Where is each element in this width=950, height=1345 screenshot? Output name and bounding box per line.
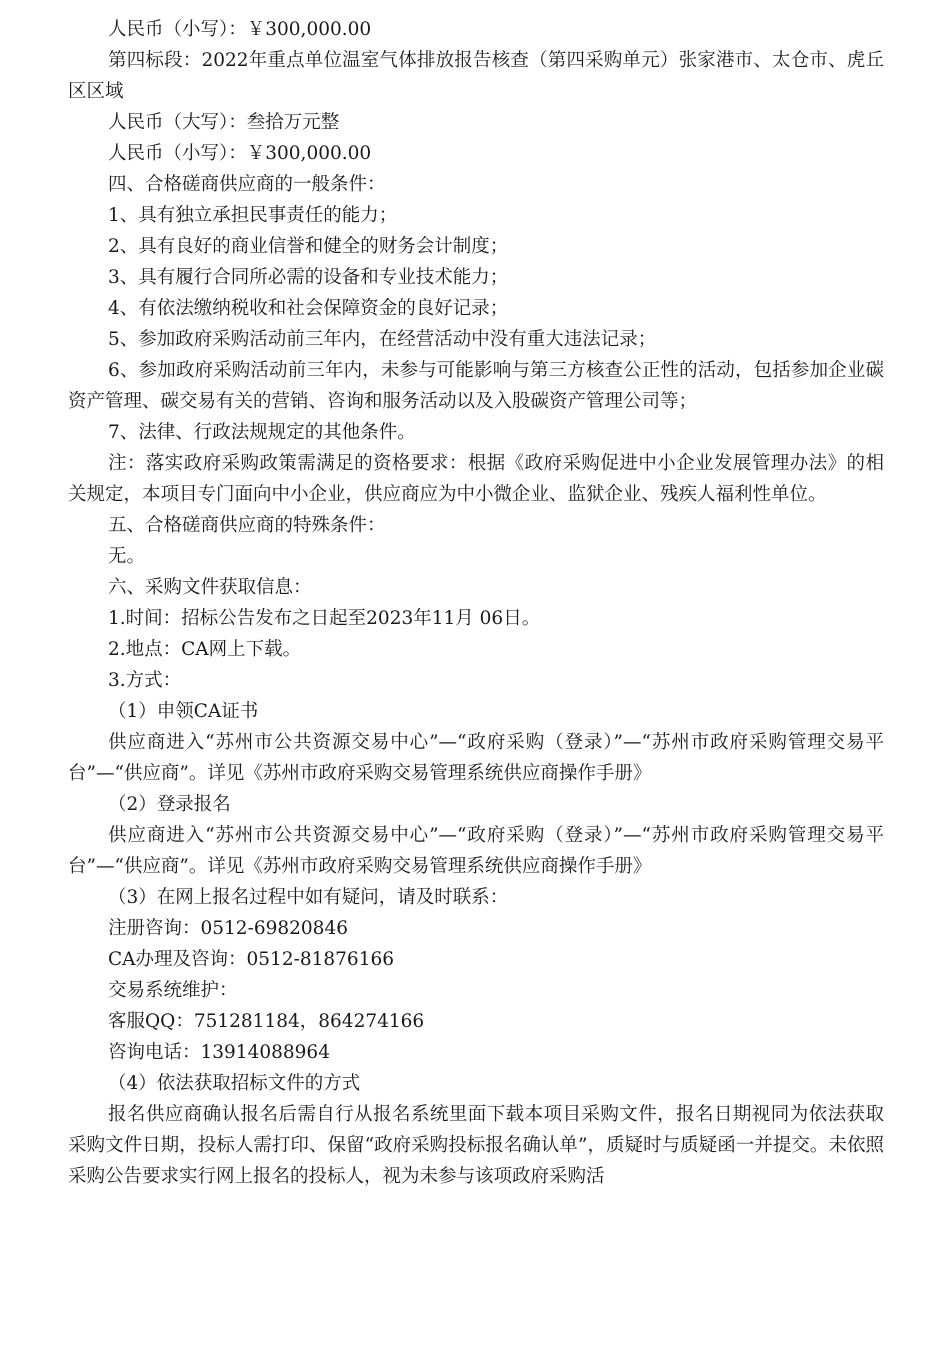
contact-qq: 客服QQ：751281184，864274166 (108, 1011, 425, 1032)
document-page (68, 14, 884, 1192)
section-heading-special-conditions: 五、合格磋商供应商的特殊条件： (108, 515, 386, 536)
amount-uppercase-line: 人民币（大写）：叁拾万元整 (108, 112, 340, 133)
condition-item: 1、具有独立承担民事责任的能力； (108, 205, 398, 226)
contact-system-maintenance: 交易系统维护： (108, 980, 238, 1001)
contact-phone: 咨询电话：13914088964 (108, 1042, 330, 1063)
contact-ca: CA办理及咨询：0512-81876166 (108, 949, 395, 970)
section-heading-document-acquisition: 六、采购文件获取信息： (108, 577, 312, 598)
method-step-heading: （3）在网上报名过程中如有疑问，请及时联系： (108, 887, 509, 908)
method-step-heading: （2）登录报名 (108, 794, 231, 815)
method-step-detail: 供应商进入“苏州市公共资源交易中心”—“政府采购（登录）”—“苏州市政府采购管理交易平台”—“供应商”。详见《苏州市政府采购交易管理系统供应商操作手册》 (68, 825, 884, 877)
method-step-detail: 报名供应商确认报名后需自行从报名系统里面下载本项目采购文件，报名日期视同为依法获取采购文件日期，投标人需打印、保留“政府采购投标报名确认单”，质疑时与质疑函一并提交。未依照采购公告要求实行网上报名的投标人，视为未参与该项政府采购活 (68, 1104, 884, 1187)
special-conditions-none: 无。 (108, 546, 146, 567)
method-step-heading: （4）依法获取招标文件的方式 (108, 1073, 361, 1094)
condition-item: 6、参加政府采购活动前三年内，未参与可能影响与第三方核查公正性的活动，包括参加企业碳资产管理、碳交易有关的营销、咨询和服务活动以及入股碳资产管理公司等； (68, 360, 884, 412)
condition-item: 3、具有履行合同所必需的设备和专业技术能力； (108, 267, 509, 288)
condition-item: 2、具有良好的商业信誉和健全的财务会计制度； (108, 236, 509, 257)
condition-item: 4、有依法缴纳税收和社会保障资金的良好记录； (108, 298, 509, 319)
policy-note: 注：落实政府采购政策需满足的资格要求：根据《政府采购促进中小企业发展管理办法》的相关规定，本项目专门面向中小企业，供应商应为中小微企业、监狱企业、残疾人福利性单位。 (68, 453, 884, 505)
section-4-lot-heading: 第四标段：2022年重点单位温室气体排放报告核查（第四采购单元）张家港市、太仓市、虎丘区区域 (68, 50, 884, 102)
method-step-heading: （1）申领CA证书 (108, 701, 259, 722)
condition-item: 7、法律、行政法规规定的其他条件。 (108, 422, 416, 443)
contact-registration: 注册咨询：0512-69820846 (108, 918, 348, 939)
acquisition-method-heading: 3.方式： (108, 670, 182, 691)
condition-item: 5、参加政府采购活动前三年内，在经营活动中没有重大违法记录； (108, 329, 657, 350)
method-step-detail: 供应商进入“苏州市公共资源交易中心”—“政府采购（登录）”—“苏州市政府采购管理交易平台”—“供应商”。详见《苏州市政府采购交易管理系统供应商操作手册》 (68, 732, 884, 784)
acquisition-location: 2.地点：CA网上下载。 (108, 639, 302, 660)
amount-lowercase-line: 人民币（小写）：￥300,000.00 (108, 19, 372, 40)
acquisition-time: 1.时间：招标公告发布之日起至2023年11月 06日。 (108, 608, 541, 629)
section-heading-general-conditions: 四、合格磋商供应商的一般条件： (108, 174, 386, 195)
amount-lowercase-line: 人民币（小写）：￥300,000.00 (108, 143, 372, 164)
